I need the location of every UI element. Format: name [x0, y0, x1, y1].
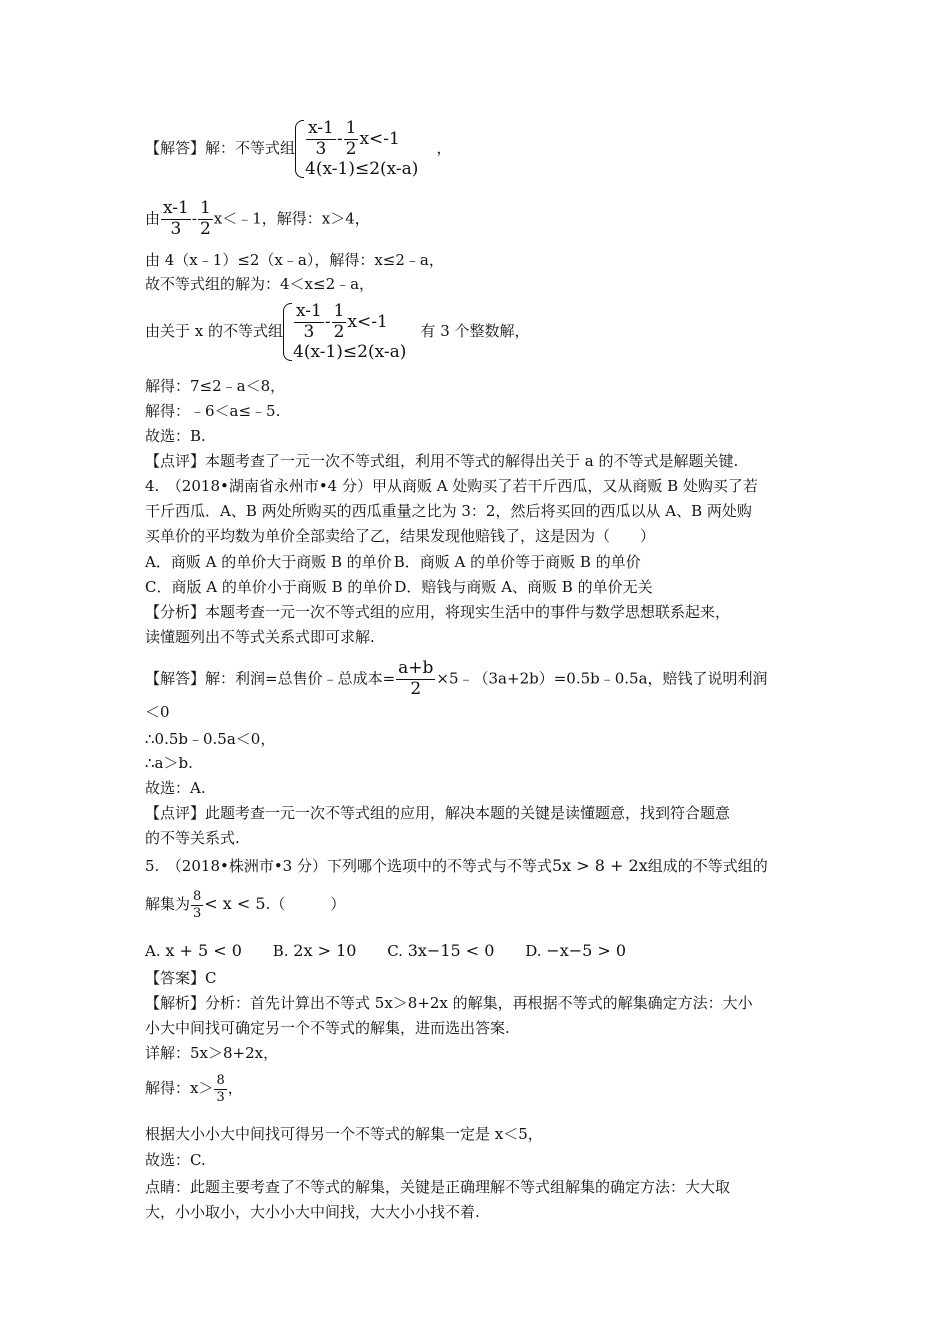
solution-line-4: 故不等式组的解为：4＜x≤2﹣a， — [145, 275, 375, 293]
option-a: A．商贩 A 的单价大于商贩 B 的单价 — [145, 553, 392, 571]
q4-solution-5: 故选：A. — [145, 779, 206, 797]
solution-line-6: 解得：7≤2﹣a＜8， — [145, 377, 286, 395]
option-d: D．赔钱与商贩 A、商贩 B 的单价无关 — [394, 578, 653, 596]
option-a-label: A. — [145, 942, 161, 960]
q4-options-ab — [145, 555, 641, 570]
q5-explain-3: 详解：5x＞8+2x， — [145, 1044, 279, 1062]
q4-solution-4: ∴a＞b. — [145, 754, 193, 772]
q4-options-cd — [145, 580, 653, 595]
q5-explain-5: 根据大小小大中间找可得另一个不等式的解集一定是 x＜5， — [145, 1125, 543, 1143]
q4-analysis-2: 读懂题列出不等式关系式即可求解. — [145, 628, 375, 646]
text: 【解答】解：不等式组 — [145, 138, 296, 157]
inequality-system: $\frac{x-1}{3}$ - $\frac{1}{2}$ x<-1 4(x-1)≤2(x-a) — [295, 120, 418, 178]
solution-line-5: 由关于 x 的不等式组 $\frac{x-1}{3}$ - $\frac{1}{2}$ x<-1 4(x-1)≤2(x-a) 有 3 个整数解， — [145, 301, 530, 362]
q5-options — [145, 943, 626, 959]
q5-explain-4: 解得：x＞ $\frac{8}{3}$ ， — [145, 1073, 243, 1105]
option-b-label: B. — [272, 942, 289, 960]
q4-line-2: 干斤西瓜．A、B 两处所购买的西瓜重量之比为 3：2，然后将买回的西瓜以从 A、B 两处购 — [145, 502, 752, 520]
q5-explain-2: 小大中间找可确定另一个不等式的解集，进而选出答案. — [145, 1019, 510, 1037]
q5-note-2: 大，小小取小，大小小大中间找，大大小小找不着. — [145, 1203, 480, 1221]
q5-line-2: 解集为 $\frac{8}{3}$ < x < 5.（ ） — [145, 889, 346, 921]
q5-explain-1: 【解析】分析：首先计算出不等式 5x＞8+2x 的解集，再根据不等式的解集确定方法：大小 — [145, 994, 753, 1012]
option-a-math: x + 5 < 0 — [165, 941, 242, 960]
option-b-math: 2x > 10 — [293, 941, 357, 960]
q4-comment-2: 的不等关系式. — [145, 829, 240, 847]
q5-answer: 【答案】C — [145, 969, 217, 987]
q5-explain-6: 故选：C. — [145, 1151, 206, 1169]
option-c-label: C. — [387, 942, 403, 960]
q4-analysis-1: 【分析】本题考查一元一次不等式组的应用，将现实生活中的事件与数学思想联系起来， — [145, 603, 731, 621]
q4-solution-2: ＜0 — [145, 703, 170, 721]
q4-line-3: 买单价的平均数为单价全部卖给了乙，结果发现他赔钱了，这是因为（ ） — [145, 527, 656, 545]
comment-line: 【点评】本题考查了一元一次不等式组，利用不等式的解得出关于 a 的不等式是解题关键. — [145, 452, 739, 470]
q5-note-1: 点睛：此题主要考查了不等式的解集，关键是正确理解不等式组解集的确定方法：大大取 — [145, 1178, 731, 1196]
q4-solution-3: ∴0.5b﹣0.5a＜0， — [145, 730, 276, 748]
q4-comment-1: 【点评】此题考查一元一次不等式组的应用，解决本题的关键是读懂题意，找到符合题意 — [145, 804, 731, 822]
option-d-math: −x−5 > 0 — [546, 941, 627, 960]
q4-line-1: 4. （2018•湖南省永州市•4 分）甲从商贩 A 处购买了若干斤西瓜，又从商贩 B 处购买了若 — [145, 477, 758, 495]
option-b: B．商贩 A 的单价等于商贩 B 的单价 — [393, 553, 641, 571]
solution-line-2: 由 $\frac{x-1}{3}$ - $\frac{1}{2}$ x＜﹣1，解得：x＞4， — [145, 198, 370, 239]
q5-line-1: 5. （2018•株洲市•3 分）下列哪个选项中的不等式与不等式5x > 8 + 2x组成的不等式组的 — [145, 856, 768, 875]
option-c: C．商版 A 的单价小于商贩 B 的单价 — [145, 578, 393, 596]
option-c-math: 3x−15 < 0 — [407, 941, 495, 960]
solution-line-7: 解得：﹣6＜a≤﹣5. — [145, 402, 281, 420]
option-d-label: D. — [525, 942, 542, 960]
solution-line-3: 由 4（x﹣1）≤2（x﹣a），解得：x≤2﹣a， — [145, 251, 444, 269]
q4-solution-1: 【解答】解：利润=总售价﹣总成本= $\frac{a+b}{2}$ ×5﹣（3a+2b）=0.5b﹣0.5a，赔钱了说明利润 — [145, 658, 768, 699]
solution-line-8: 故选：B. — [145, 427, 206, 445]
inequality-system: $\frac{x-1}{3}$ - $\frac{1}{2}$ x<-1 4(x-1)≤2(x-a) — [283, 303, 406, 361]
solution-line-system: 【解答】解：不等式组 $\frac{x-1}{3}$ - $\frac{1}{2}$ x<-1 4(x-1)≤2(x-a) ， — [145, 118, 452, 179]
